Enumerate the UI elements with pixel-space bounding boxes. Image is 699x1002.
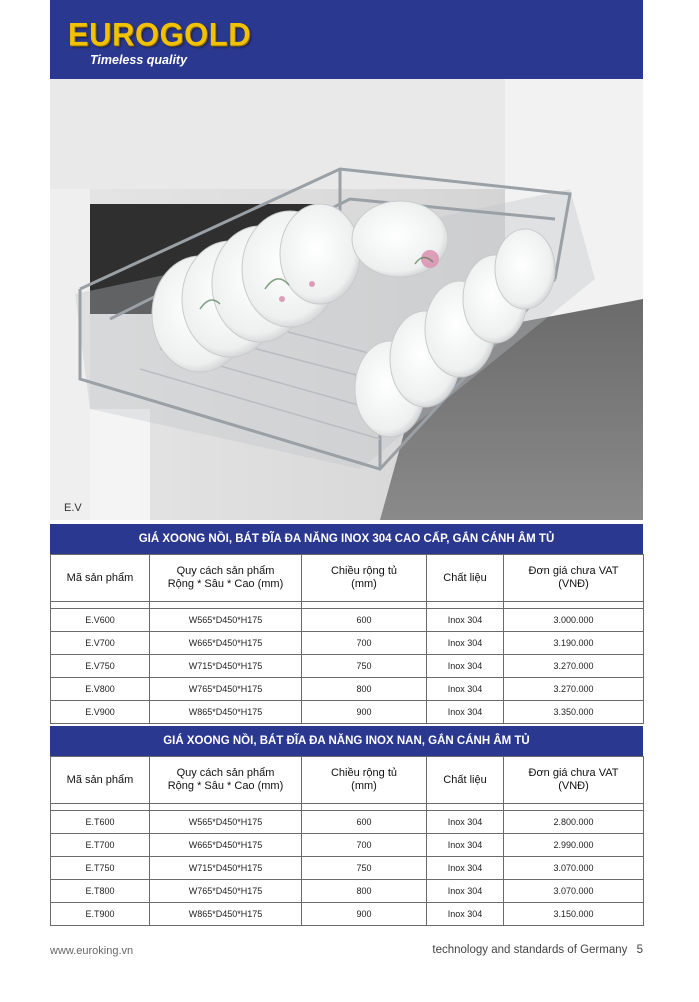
cell-price: 3.270.000 [504, 678, 644, 701]
column-header-width [302, 555, 427, 602]
cell-width: 750 [302, 655, 427, 678]
cell-material: Inox 304 [427, 701, 504, 724]
cell-spec: W665*D450*H175 [150, 632, 302, 655]
cell-width: 600 [302, 609, 427, 632]
column-header-spec-text: Quy cách sản phẩm Rộng * Sâu * Cao (mm) [167, 565, 284, 590]
cell-code: E.T900 [51, 903, 150, 926]
column-header-material: Chất liệu [427, 555, 504, 602]
cell-price: 3.150.000 [504, 903, 644, 926]
table-spacer-row [51, 804, 644, 811]
cell-code: E.T700 [51, 834, 150, 857]
table-row [51, 701, 644, 724]
cell-price: 3.190.000 [504, 632, 644, 655]
cell-code: E.T750 [51, 857, 150, 880]
cell-code: E.T600 [51, 811, 150, 834]
cell-spec: W665*D450*H175 [150, 834, 302, 857]
price-table [50, 554, 644, 724]
cell-price: 3.000.000 [504, 609, 644, 632]
brand-logo [68, 18, 251, 67]
price-table-t [50, 726, 643, 926]
brand-name: EUROGOLD [68, 16, 252, 53]
cell-spec: W565*D450*H175 [150, 811, 302, 834]
column-header-material: Chất liệu [427, 757, 504, 804]
cell-width: 750 [302, 857, 427, 880]
cell-material: Inox 304 [427, 903, 504, 926]
cell-code: E.V800 [51, 678, 150, 701]
footer-slogan: technology and standards of Germany [432, 944, 628, 956]
table-row [51, 880, 644, 903]
column-header-price [504, 555, 644, 602]
cell-spec: W865*D450*H175 [150, 903, 302, 926]
page-number: 5 [636, 944, 643, 956]
table-row [51, 632, 644, 655]
column-header-spec-text: Quy cách sản phẩm Rộng * Sâu * Cao (mm) [167, 767, 284, 792]
cell-code: E.V750 [51, 655, 150, 678]
column-header-code: Mã sản phẩm [51, 555, 150, 602]
cell-spec: W865*D450*H175 [150, 701, 302, 724]
column-header-width-text: Chiều rộng tủ (mm) [330, 767, 398, 792]
dish-rack-photo-icon [50, 79, 643, 520]
cell-material: Inox 304 [427, 834, 504, 857]
cell-code: E.V700 [51, 632, 150, 655]
cell-code: E.V900 [51, 701, 150, 724]
cell-width: 600 [302, 811, 427, 834]
table-row [51, 609, 644, 632]
column-header-price-text: Đơn giá chưa VAT (VNĐ) [528, 565, 619, 590]
cell-price: 3.350.000 [504, 701, 644, 724]
cell-width: 700 [302, 632, 427, 655]
column-header-spec [150, 757, 302, 804]
cell-price: 2.800.000 [504, 811, 644, 834]
table-row [51, 655, 644, 678]
cell-material: Inox 304 [427, 632, 504, 655]
price-table [50, 756, 644, 926]
table-row [51, 903, 644, 926]
cell-code: E.T800 [51, 880, 150, 903]
brand-tagline: Timeless quality [90, 53, 188, 67]
cell-width: 900 [302, 701, 427, 724]
cell-material: Inox 304 [427, 811, 504, 834]
cell-material: Inox 304 [427, 655, 504, 678]
table-header-row [51, 757, 644, 804]
footer-slogan-block [432, 944, 643, 956]
cell-width: 700 [302, 834, 427, 857]
cell-spec: W715*D450*H175 [150, 655, 302, 678]
cell-price: 3.070.000 [504, 857, 644, 880]
cell-width: 800 [302, 678, 427, 701]
column-header-width-text: Chiều rộng tủ (mm) [330, 565, 398, 590]
cell-spec: W715*D450*H175 [150, 857, 302, 880]
column-header-spec [150, 555, 302, 602]
cell-spec: W765*D450*H175 [150, 880, 302, 903]
table-header-row [51, 555, 644, 602]
table-row [51, 857, 644, 880]
cell-price: 2.990.000 [504, 834, 644, 857]
table-spacer-row [51, 602, 644, 609]
price-table-v [50, 524, 643, 724]
footer-website: www.euroking.vn [50, 945, 134, 957]
table-row [51, 811, 644, 834]
column-header-code: Mã sản phẩm [51, 757, 150, 804]
cell-price: 3.070.000 [504, 880, 644, 903]
cell-material: Inox 304 [427, 857, 504, 880]
cell-width: 900 [302, 903, 427, 926]
product-photo [50, 79, 643, 520]
cell-width: 800 [302, 880, 427, 903]
cell-material: Inox 304 [427, 678, 504, 701]
cell-code: E.V600 [51, 609, 150, 632]
brand-header [50, 0, 643, 79]
table-row [51, 678, 644, 701]
table-title: GIÁ XOONG NỒI, BÁT ĐĨA ĐA NĂNG INOX 304 CAO CẤP, GẮN CÁNH ÂM TỦ [50, 524, 643, 554]
cell-material: Inox 304 [427, 609, 504, 632]
column-header-price-text: Đơn giá chưa VAT (VNĐ) [528, 767, 619, 792]
column-header-price [504, 757, 644, 804]
cell-spec: W565*D450*H175 [150, 609, 302, 632]
column-header-width [302, 757, 427, 804]
table-title: GIÁ XOONG NỒI, BÁT ĐĨA ĐA NĂNG INOX NAN, GẮN CÁNH ÂM TỦ [50, 726, 643, 756]
photo-product-code: E.V [64, 502, 82, 514]
cell-spec: W765*D450*H175 [150, 678, 302, 701]
table-row [51, 834, 644, 857]
cell-price: 3.270.000 [504, 655, 644, 678]
cell-material: Inox 304 [427, 880, 504, 903]
